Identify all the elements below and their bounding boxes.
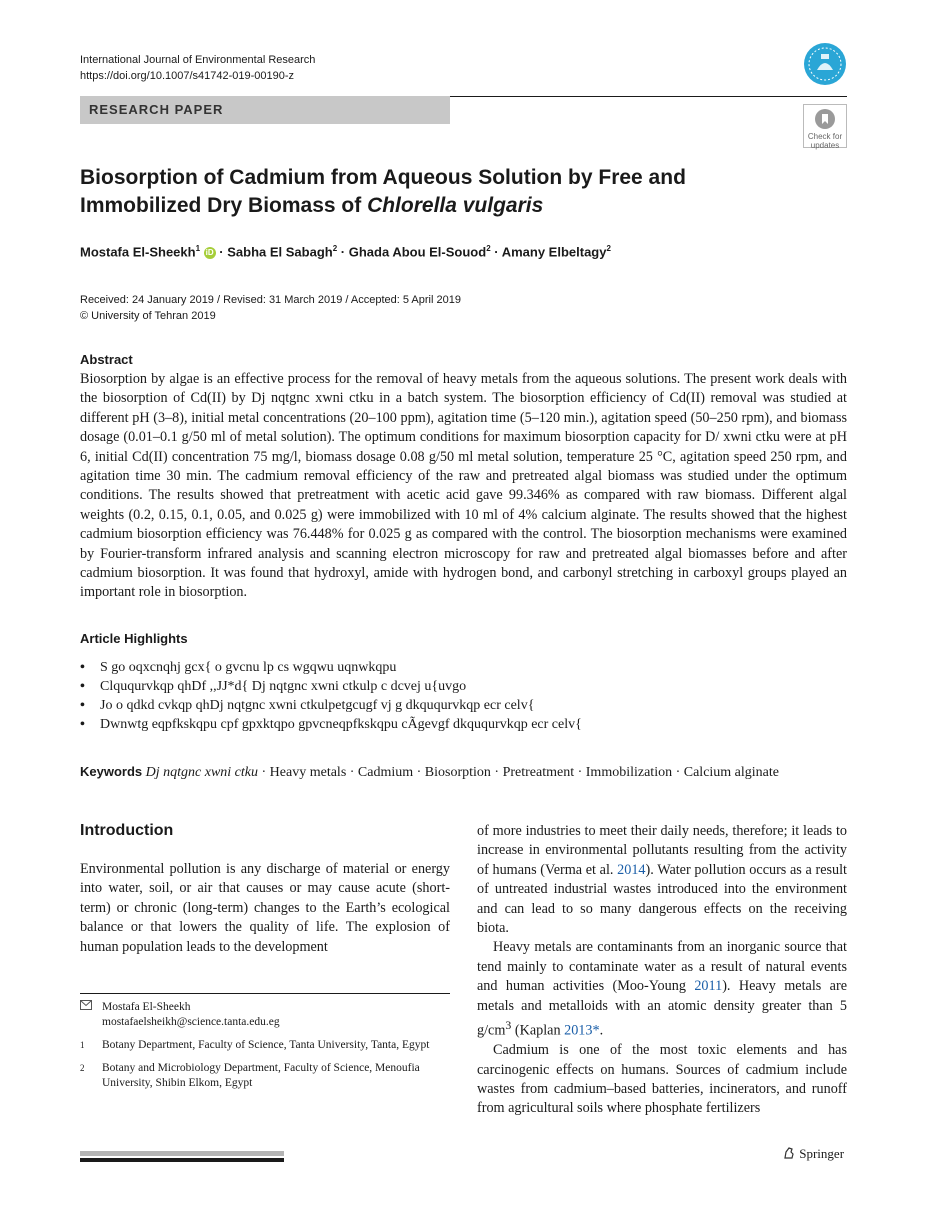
header-rule [450, 96, 847, 97]
check-for-updates-badge[interactable] [803, 104, 847, 148]
highlights-list [80, 658, 840, 734]
title-main: Biosorption of Cadmium from Aqueous Solution by Free and Immobilized Dry Biomass of [80, 166, 686, 217]
text-run: . [599, 1022, 604, 1039]
section-label: RESEARCH PAPER [89, 102, 224, 117]
text-run: ). Heavy metals are metals and metalloids with an atomic density greater than 5 g/cm [477, 978, 848, 1039]
copyright: © University of Tehran 2019 [80, 310, 216, 322]
affiliation-marker: 1 [80, 1040, 85, 1050]
affiliation-marker: 1 [195, 244, 201, 253]
highlight-item: • Dwnwtg eqpfkskqpu cpf gpxktqpo gpvcneqpfkskqpu cÃgevgf dkququrvkqp ecr celv{ [80, 715, 840, 734]
footnotes [80, 1000, 450, 1099]
bookmark-icon [814, 108, 836, 130]
intro-paragraph-continued [477, 822, 847, 938]
article-title [80, 164, 800, 220]
publisher-logo [782, 1146, 844, 1162]
author-name[interactable]: Sabha El Sabagh [227, 244, 333, 260]
history-dates: Received: 24 January 2019 / Revised: 31 March 2019 / Accepted: 5 April 2019 [80, 294, 461, 306]
highlight-item: • S go oqxcnqhj gcx{ o gvcnu lp cs wgqwu uqnwkqpu [80, 658, 840, 677]
affiliation-marker: 2 [332, 244, 338, 253]
intro-paragraph-3: Cadmium is one of the most toxic elements and has carcinogenic effects on humans. Sources of cadmium include wastes from cadmium–based batteries, incinerators, and runoff from agricultural soils where phosphate fertilizers [477, 1042, 847, 1117]
affiliation-marker: 2 [606, 244, 611, 253]
intro-paragraph-2 [477, 938, 847, 1041]
check-updates-text-2: updates [810, 141, 840, 150]
keywords [80, 764, 847, 781]
orcid-icon[interactable]: iD [205, 248, 214, 258]
citation-link[interactable]: 2011 [694, 978, 723, 995]
author-list: Mostafa El-Sheekh$^1$ iD · Sabha El Sabagh$^2$ · Ghada Abou El-Souod$^2$ · Amany Elbeltagy$^2$ [80, 244, 611, 260]
text-run: (Kaplan [511, 1022, 565, 1039]
intro-right-column [477, 822, 847, 1119]
text-run: of more industries to meet their daily needs, therefore; it leads to increase in environmental pollutants resulting from the activity of humans (Verma et al. [477, 823, 847, 878]
affiliation-marker: 2 [80, 1063, 85, 1073]
author-name[interactable]: Amany Elbeltagy [501, 244, 607, 260]
affiliation-2 [80, 1061, 450, 1091]
corresponding-email[interactable]: mostafaelsheikh@science.tanta.edu.eg [102, 1016, 280, 1028]
affiliation-text: Botany Department, Faculty of Science, Tanta University, Tanta, Egypt [102, 1039, 430, 1051]
envelope-icon [80, 1000, 92, 1010]
highlight-item: • Jo o qdkd cvkqp qhDj nqtgnc xwni ctkulpetgcugf vj g dkququrvkqp ecr celv{ [80, 696, 840, 715]
journal-header [80, 52, 315, 84]
title-species: Chlorella vulgaris [367, 194, 544, 217]
footnote-rule [80, 993, 450, 994]
abstract-text: Biosorption by algae is an effective process for the removal of heavy metals from the aqueous solutions. The present work deals with the biosorption of Cd(II) by Dj nqtgnc xwni ctku in a batch system. The biosorption efficiency of Cd(II) removal was studied at different pH (3–8), initial metal concentrations (20–100 ppm), agitation time (5–120 min.), agitation speed (50–250 rpm), and biomass dosage (0.01–0.1 g/50 ml of metal solution). The optimum conditions for maximum biosorption capacity for D/ xwni ctku were at pH 6, initial Cd(II) concentration 75 mg/l, biomass dosage 0.08 g/50 ml metal solution, temperature 25 °C, agitation speed 250 rpm, and agitation time 30 min. The cadmium removal efficiency of the raw and pretreated algal biomass was studied under the optimum conditions. The results showed that pretreatment with acetic acid gave 99.346% as compared with raw biomass. Different algal weights (0.2, 0.15, 0.1, 0.05, and 0.025 g) were immobilized with 10 ml of 4% calcium alginate. The results showed that the highest cadmium biosorption efficiency was 76.448% for 0.025 g as compared with the control. The biosorption mechanisms were examined by Fourier-transform infrared analysis and scanning electron microscopy for raw and pretreated algal biomasses before and after cadmium biosorption. It was found that hydroxyl, amide with hydrogen bond, and carbonyl stretching in carboxyl groups played an important role in biosorption. [80, 371, 847, 601]
keyword-list: · Heavy metals · Cadmium · Biosorption · Pretreatment · Immobilization · Calcium alginate [258, 765, 779, 780]
highlights-heading: Article Highlights [80, 631, 188, 646]
abstract-heading: Abstract [80, 352, 133, 367]
corresponding-name: Mostafa El-Sheekh [102, 1001, 191, 1013]
journal-name: International Journal of Environmental Research [80, 54, 316, 66]
affiliation-marker: 2 [486, 244, 491, 253]
text-run: ). Water pollution occurs as a result of untreated industrial wastes introduced into the environment and can lead to so many dangerous effects on the receiving biota. [477, 861, 847, 937]
keyword-species: Dj nqtgnc xwni ctku [145, 765, 259, 780]
doi-link[interactable]: https://doi.org/10.1007/s41742-019-00190-z [80, 70, 295, 82]
springer-horse-icon [782, 1146, 796, 1160]
superscript: 3 [505, 1018, 512, 1033]
highlight-item: • Clququrvkqp qhDf ,,JJ*d{ Dj nqtgnc xwni ctkulp c dcvej u{uvgo [80, 677, 840, 696]
check-updates-text-1: Check for [807, 132, 843, 141]
affiliation-1 [80, 1038, 450, 1053]
affiliation-text: Botany and Microbiology Department, Faculty of Science, Menoufia University, Shibin Elkom, Egypt [102, 1062, 420, 1089]
citation-link[interactable]: 2013* [564, 1022, 600, 1039]
author-name[interactable]: Ghada Abou El-Souod [348, 244, 487, 260]
barcode-strip [80, 1150, 284, 1162]
article-dates [80, 292, 461, 324]
author-name[interactable]: Mostafa El-Sheekh [80, 244, 196, 260]
citation-link[interactable]: 2014 [617, 861, 646, 878]
intro-paragraph-1: Environmental pollution is any discharge of material or energy into water, soil, or air that causes or may cause acute (short-term) or chronic (long-term) changes to the Earth’s ecological balance or that lowers the quality of life. The explosion of human population leads to the development [80, 861, 450, 955]
publisher-name: Springer [799, 1146, 845, 1161]
text-run: Heavy metals are contaminants from an inorganic source that tend mainly to contaminate water as a result of natural events and human activities (Moo-Young [477, 939, 847, 995]
introduction-heading: Introduction [80, 822, 174, 839]
keywords-label: Keywords [80, 764, 143, 779]
university-logo [803, 42, 847, 86]
corresponding-author [80, 1000, 450, 1030]
